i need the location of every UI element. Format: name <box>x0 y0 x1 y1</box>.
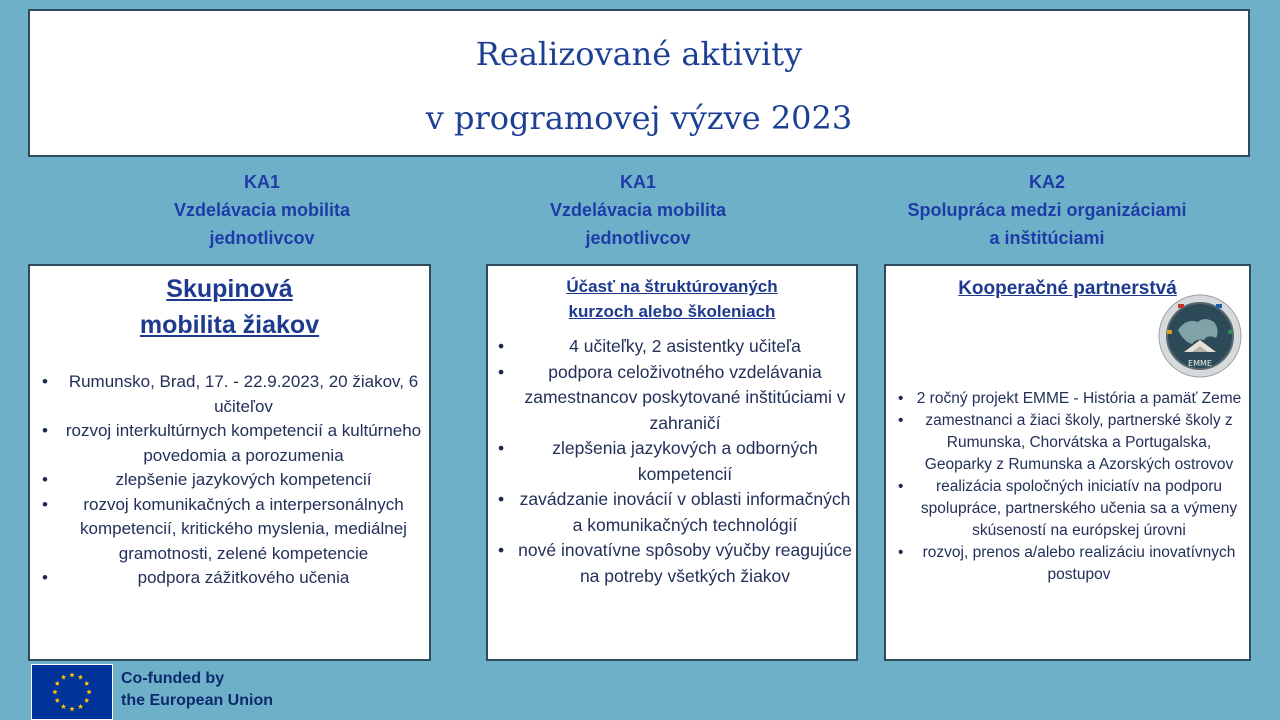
list-item: • zlepšenie jazykových kompetencií <box>40 468 423 493</box>
column-header-line: Vzdelávacia mobilita <box>173 200 351 220</box>
column-header-line: jednotlivcov <box>209 228 315 248</box>
list-item: • rozvoj komunikačných a interpersonálnych kompetencií, kritického myslenia, mediálnej gramotnosti, zelené kompetencie <box>40 493 423 567</box>
list-item: • podpora zážitkového učenia <box>40 566 423 591</box>
eu-flag-icon <box>31 664 113 720</box>
list-item: • Rumunsko, Brad, 17. - 22.9.2023, 20 žiakov, 6 učiteľov <box>40 370 423 419</box>
list-item: • zamestnanci a žiaci školy, partnerské školy z Rumunska, Chorvátska a Portugalska, Geoparky z Rumunska a Azorských ostrovov <box>894 410 1246 476</box>
column-header-ka2-partnership <box>847 168 1247 252</box>
list-item: • podpora celoživotného vzdelávania zamestnancov poskytované inštitúciami v zahraničí <box>496 360 852 437</box>
eu-cofunded-label <box>121 668 273 712</box>
list-item: • 2 ročný projekt EMME - História a pamäť Zeme <box>894 388 1246 410</box>
card-title-line: Skupinová <box>166 275 293 303</box>
column-header-line: Vzdelávacia mobilita <box>549 200 727 220</box>
card-title <box>30 271 429 343</box>
page-title-line1: Realizované aktivity <box>475 35 803 73</box>
column-header-code: KA2 <box>1028 172 1065 192</box>
page-title-line2: v programovej výzve 2023 <box>425 99 853 137</box>
title-box <box>28 9 1250 157</box>
column-header-code: KA1 <box>619 172 656 192</box>
column-header-code: KA1 <box>243 172 280 192</box>
list-item: • zavádzanie inovácií v oblasti informačných a komunikačných technológií <box>496 487 852 538</box>
eu-label-line2: the European Union <box>121 692 273 709</box>
card-group-mobility <box>28 264 431 661</box>
bullet-list <box>894 388 1246 586</box>
list-item: • zlepšenia jazykových a odborných kompetencií <box>496 436 852 487</box>
bullet-list <box>40 370 423 591</box>
card-title <box>488 274 856 324</box>
card-cooperation-partnership <box>884 264 1251 661</box>
column-header-ka1-courses <box>488 168 788 252</box>
list-item: • nové inovatívne spôsoby výučby reagujúce na potreby všetkých žiakov <box>496 538 852 589</box>
list-item: • rozvoj, prenos a/alebo realizáciu inovatívnych postupov <box>894 542 1246 586</box>
column-header-line: jednotlivcov <box>585 228 691 248</box>
bullet-list <box>496 334 852 589</box>
column-header-line: Spolupráca medzi organizáciami <box>907 200 1187 220</box>
card-title-line: Kooperačné partnerstvá <box>958 278 1177 299</box>
logo-text: EMME <box>1188 359 1212 368</box>
card-title-line: Účasť na štruktúrovaných <box>566 277 778 296</box>
card-title-line: mobilita žiakov <box>139 311 320 339</box>
card-structured-courses <box>486 264 858 661</box>
column-header-ka1-mobility <box>112 168 412 252</box>
card-title-line: kurzoch alebo školeniach <box>568 302 776 321</box>
list-item: • rozvoj interkultúrnych kompetencií a kultúrneho povedomia a porozumenia <box>40 419 423 468</box>
list-item: • 4 učiteľky, 2 asistentky učiteľa <box>496 334 852 360</box>
list-item: • realizácia spoločných iniciatív na podporu spolupráce, partnerského učenia sa a výmeny skúseností na európskej úrovni <box>894 476 1246 542</box>
column-header-line: a inštitúciami <box>989 228 1105 248</box>
emme-project-logo <box>1158 294 1242 378</box>
eu-label-line1: Co-funded by <box>121 670 225 687</box>
